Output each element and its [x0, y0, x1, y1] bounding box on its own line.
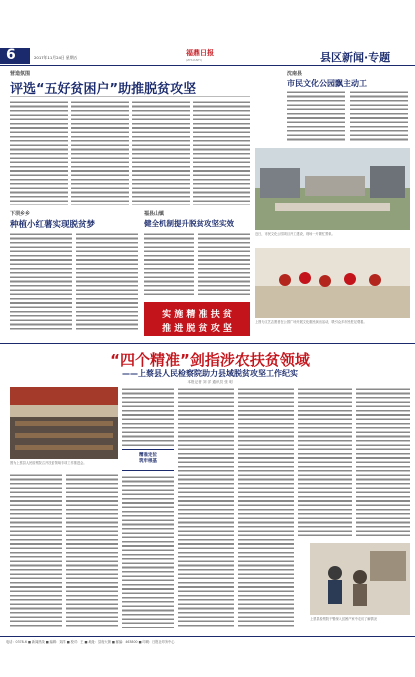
footer-rule	[0, 636, 415, 637]
masthead-date: 2017年11月24日 星期五	[34, 55, 78, 60]
story-title: 市民文化公园飘主动工	[287, 79, 367, 88]
story-title: 健全机制提升脱贫攻坚实效	[144, 219, 234, 228]
visit-photo	[310, 543, 410, 615]
feature-story	[10, 347, 410, 632]
story-body-col-3	[132, 100, 190, 205]
story-top-left	[10, 70, 250, 205]
visit-photo-caption: 上蔡县检察院干警深入贫困户家中走访了解情况	[310, 617, 377, 621]
feature-col-2	[66, 473, 118, 628]
story-body-col-2	[198, 232, 250, 298]
story-body-col-2	[71, 100, 129, 205]
slogan-banner	[144, 302, 250, 336]
feature-col-6	[298, 387, 352, 537]
feature-col-1	[10, 473, 62, 628]
feature-title: “四个精准”剑指涉农扶贫领域	[110, 351, 310, 369]
park-photo-image	[255, 148, 410, 230]
story-body-col-1	[287, 90, 345, 142]
masthead-edition: (ZHUANTI)	[186, 58, 202, 62]
meeting-photo	[10, 387, 118, 459]
feature-sidebar-title: 精准定位 筑牢根基	[139, 453, 157, 464]
kicker: 沈南县	[287, 71, 303, 77]
story-title: 评选“五好贫困户”助推脱贫攻坚	[10, 82, 197, 97]
meeting-photo-image	[10, 387, 118, 459]
feature-col-5	[238, 387, 294, 628]
kicker: 下坝乡乡	[10, 211, 31, 217]
story-title: 种植小红薯实现脱贫梦	[10, 220, 96, 230]
page-number: 6	[6, 47, 16, 63]
section-title: 县区新闻·专题	[320, 51, 391, 64]
performance-photo-image	[255, 248, 410, 318]
masthead	[0, 45, 415, 67]
banner-line-1: 实 施 精 准 扶 贫	[162, 310, 232, 320]
story-body-col-1	[144, 232, 194, 298]
feature-sidebar	[122, 449, 174, 471]
story-body-col-2	[76, 232, 138, 332]
story-body-col-1	[10, 232, 72, 332]
feature-subtitle: ——上蔡县人民检察院助力县域脱贫攻坚工作纪实	[122, 369, 298, 378]
feature-col-4	[178, 387, 234, 628]
story-middle-center	[144, 210, 250, 300]
photo-caption-2: 上图为文艺志愿者在公园广场开展文化惠民演出活动，吸引众多市民驻足观看。	[255, 320, 367, 324]
kicker: 福县山镇	[144, 211, 165, 217]
story-body-col-4	[193, 100, 250, 205]
park-photo	[255, 148, 410, 230]
footer: 电话：0378-6 ■ 新闻热线 ■ 编辑：刘洋 ■ 校对：王 ■ 地址：县府大街 ■ 邮编：463800 ■ 印刷：日报社印务中心	[6, 640, 175, 644]
photo-caption: 近日，市民文化公园项目开工建设，现场一片繁忙景象。	[255, 232, 335, 236]
story-body-col-2	[350, 90, 408, 142]
feature-byline: 本报记者 刘 洋 通讯员 张 明	[187, 380, 233, 384]
performance-photo	[255, 248, 410, 318]
section-divider	[0, 343, 415, 344]
feature-col-7	[356, 387, 410, 537]
story-top-right	[255, 70, 410, 342]
meeting-photo-caption: 图为上蔡县人民检察院召开扶贫领域专项工作推进会。	[10, 461, 87, 465]
divider	[10, 96, 250, 97]
masthead-logo: 福鼎日报	[186, 49, 214, 57]
visit-photo-image	[310, 543, 410, 615]
story-body-col-1	[10, 100, 68, 205]
banner-line-2: 推 进 脱 贫 攻 坚	[162, 324, 232, 334]
story-middle-left	[10, 210, 138, 335]
masthead-rule	[0, 65, 415, 66]
feature-col-3	[122, 387, 174, 447]
kicker: 营造氛围	[10, 71, 31, 77]
feature-col-3b	[122, 475, 174, 628]
